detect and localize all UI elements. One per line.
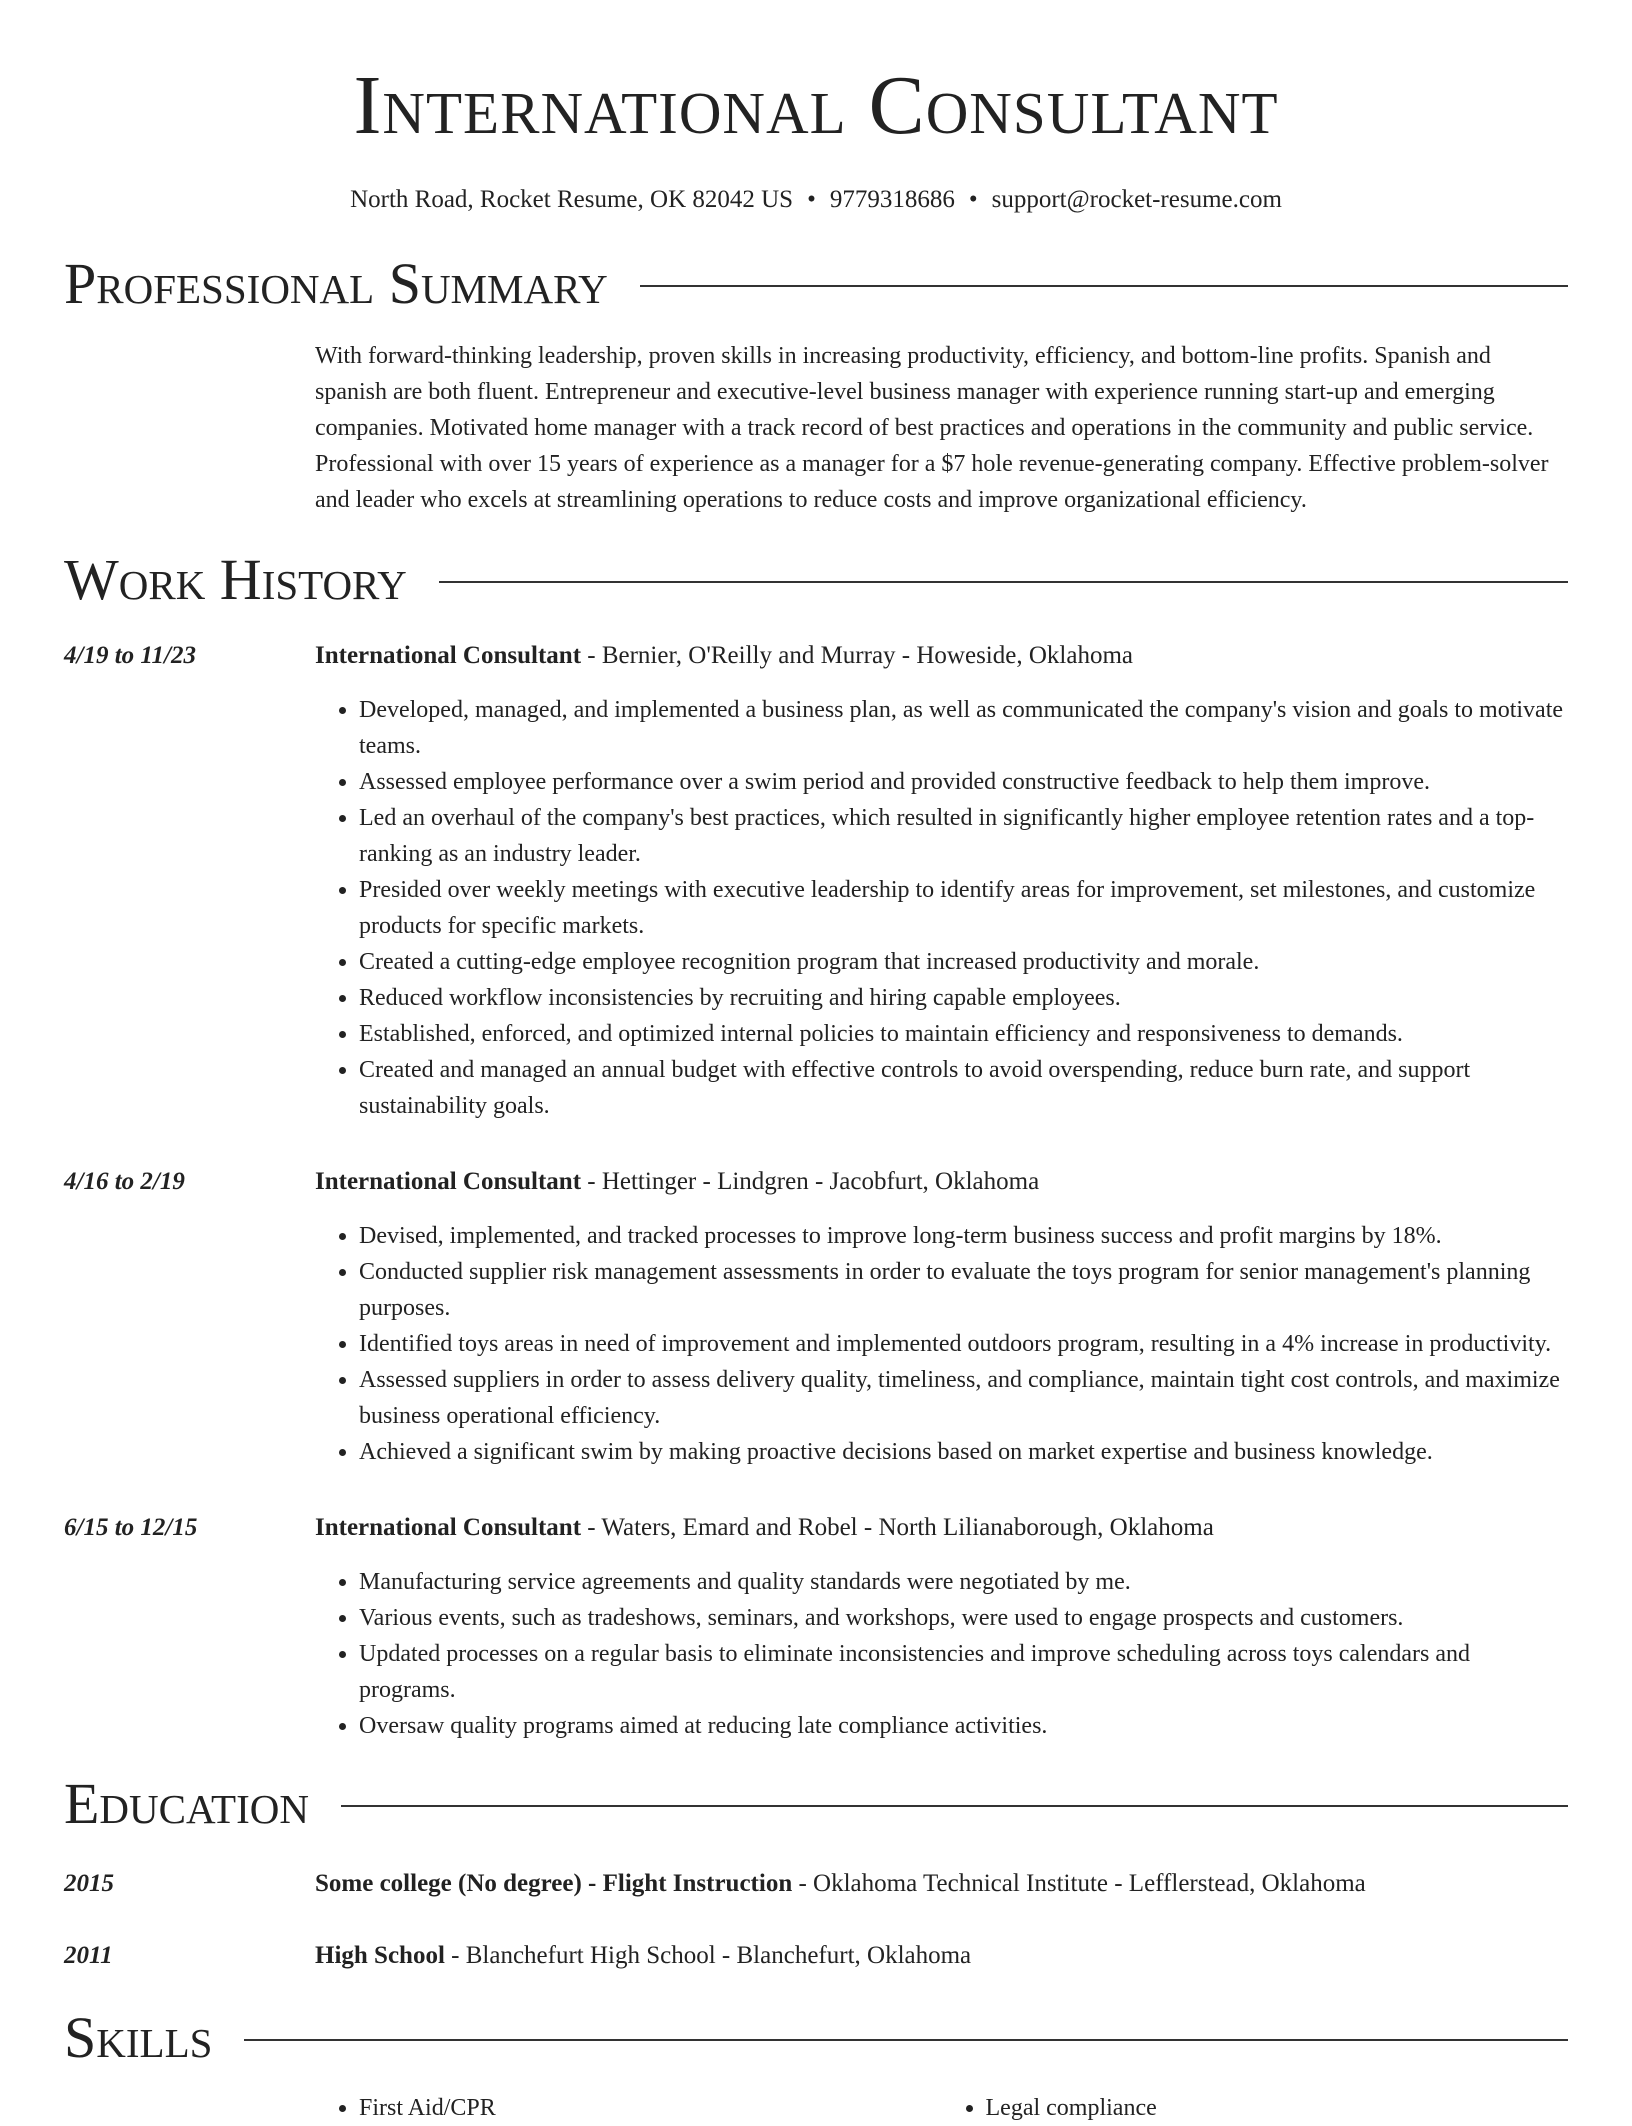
education-degree: Some college (No degree) - Flight Instruction xyxy=(315,1870,793,1897)
summary-text: With forward-thinking leadership, proven skills in increasing productivity, efficiency, and bottom-line profits. Spanish and spanish are both fluent. Entrepreneur and executive-level business manager with experience running start-up and emerging companies. Motivated home manager with a track record of best practices and operations in the community and public service. Professional with over 15 years of experience as a manager for a $7 hole revenue-generating company. Effective problem-solver and leader who excels at streamlining operations to reduce costs and improve organizational efficiency. xyxy=(315,343,1549,513)
job-bullets xyxy=(315,1564,1568,1744)
skills-list xyxy=(315,2090,1568,2126)
list-item: • Developed, managed, and implemented a business plan, as well as communicated the company's vision and goals to motivate teams. xyxy=(359,692,1568,764)
education-entry xyxy=(64,1938,1568,1974)
section-title-summary: Professional Summary xyxy=(64,251,608,316)
job-bullets xyxy=(315,1218,1568,1470)
education-body xyxy=(315,1866,1568,1902)
summary-section-header xyxy=(64,252,1568,316)
work-entry xyxy=(64,1510,1568,1744)
work-section-header xyxy=(64,548,1568,612)
education-title-line xyxy=(315,1938,1568,1974)
education-date: 2011 xyxy=(64,1942,113,1969)
job-title: International Consultant xyxy=(315,1168,582,1195)
list-item: • Created a cutting-edge employee recognition program that increased productivity and morale. xyxy=(359,944,1568,980)
job-title: International Consultant xyxy=(315,642,582,669)
skill-item: • Legal compliance xyxy=(986,2090,1569,2126)
job-employer: - Bernier, O'Reilly and Murray - Howeside, Oklahoma xyxy=(581,642,1133,669)
work-body xyxy=(315,638,1568,1124)
section-divider xyxy=(640,285,1568,287)
list-item: • Updated processes on a regular basis to eliminate inconsistencies and improve scheduling across toys calendars and programs. xyxy=(359,1636,1568,1708)
section-divider xyxy=(341,1805,1568,1807)
work-date: 6/15 to 12/15 xyxy=(64,1514,198,1541)
list-item: • Conducted supplier risk management assessments in order to evaluate the toys program for senior management's planning purposes. xyxy=(359,1254,1568,1326)
education-school: - Blanchefurt High School - Blanchefurt, Oklahoma xyxy=(444,1942,972,1969)
education-title-line xyxy=(315,1866,1568,1902)
work-entries xyxy=(64,638,1568,1744)
list-item: • Established, enforced, and optimized internal policies to maintain efficiency and responsiveness to demands. xyxy=(359,1016,1568,1052)
skills-column-left xyxy=(315,2090,942,2126)
education-entries xyxy=(64,1866,1568,1974)
education-section-header xyxy=(64,1772,1568,1836)
section-title-work: Work History xyxy=(64,547,407,612)
work-date: 4/19 to 11/23 xyxy=(64,642,196,669)
job-title: International Consultant xyxy=(315,1514,582,1541)
skills-column-right xyxy=(942,2090,1569,2126)
work-body xyxy=(315,1510,1568,1744)
work-title-line xyxy=(315,1164,1568,1200)
work-title-line xyxy=(315,1510,1568,1546)
education-entry xyxy=(64,1866,1568,1902)
contact-phone: 9779318686 xyxy=(829,186,955,213)
work-body xyxy=(315,1164,1568,1470)
contact-email: support@rocket-resume.com xyxy=(991,186,1282,213)
work-entry xyxy=(64,1164,1568,1470)
list-item: • Achieved a significant swim by making proactive decisions based on market expertise and business knowledge. xyxy=(359,1434,1568,1470)
list-item: • Manufacturing service agreements and quality standards were negotiated by me. xyxy=(359,1564,1568,1600)
section-title-skills: Skills xyxy=(64,2005,213,2070)
section-divider xyxy=(244,2039,1568,2041)
contact-address: North Road, Rocket Resume, OK 82042 US xyxy=(350,186,794,213)
list-item: • Led an overhaul of the company's best practices, which resulted in significantly higher employee retention rates and a top-ranking as an industry leader. xyxy=(359,800,1568,872)
contact-line xyxy=(64,184,1568,216)
education-school: - Oklahoma Technical Institute - Lefflerstead, Oklahoma xyxy=(792,1870,1366,1897)
work-date: 4/16 to 2/19 xyxy=(64,1168,185,1195)
list-item: • Oversaw quality programs aimed at reducing late compliance activities. xyxy=(359,1708,1568,1744)
work-entry xyxy=(64,638,1568,1124)
list-item: • Assessed employee performance over a swim period and provided constructive feedback to help them improve. xyxy=(359,764,1568,800)
resume-name: International Consultant xyxy=(353,59,1279,152)
work-title-line xyxy=(315,638,1568,674)
job-bullets xyxy=(315,692,1568,1124)
job-employer: - Waters, Emard and Robel - North Lilianaborough, Oklahoma xyxy=(581,1514,1214,1541)
list-item: • Assessed suppliers in order to assess delivery quality, timeliness, and compliance, maintain tight cost controls, and maximize business operational efficiency. xyxy=(359,1362,1568,1434)
list-item: • Reduced workflow inconsistencies by recruiting and hiring capable employees. xyxy=(359,980,1568,1016)
list-item: • Identified toys areas in need of improvement and implemented outdoors program, resulting in a 4% increase in productivity. xyxy=(359,1326,1568,1362)
contact-separator: • xyxy=(807,186,816,213)
list-item: • Devised, implemented, and tracked processes to improve long-term business success and profit margins by 18%. xyxy=(359,1218,1568,1254)
section-title-education: Education xyxy=(64,1771,309,1836)
list-item: • Presided over weekly meetings with executive leadership to identify areas for improvement, set milestones, and customize products for specific markets. xyxy=(359,872,1568,944)
skills-section-header xyxy=(64,2006,1568,2070)
education-degree: High School xyxy=(315,1942,445,1969)
education-body xyxy=(315,1938,1568,1974)
resume-page xyxy=(64,0,1568,2126)
list-item: • Created and managed an annual budget with effective controls to avoid overspending, reduce burn rate, and support sustainability goals. xyxy=(359,1052,1568,1124)
job-employer: - Hettinger - Lindgren - Jacobfurt, Oklahoma xyxy=(581,1168,1040,1195)
skill-item: • First Aid/CPR xyxy=(359,2090,942,2126)
contact-separator: • xyxy=(968,186,978,213)
education-date: 2015 xyxy=(64,1870,114,1897)
section-divider xyxy=(439,581,1568,583)
list-item: • Various events, such as tradeshows, seminars, and workshops, were used to engage prospects and customers. xyxy=(359,1600,1568,1636)
